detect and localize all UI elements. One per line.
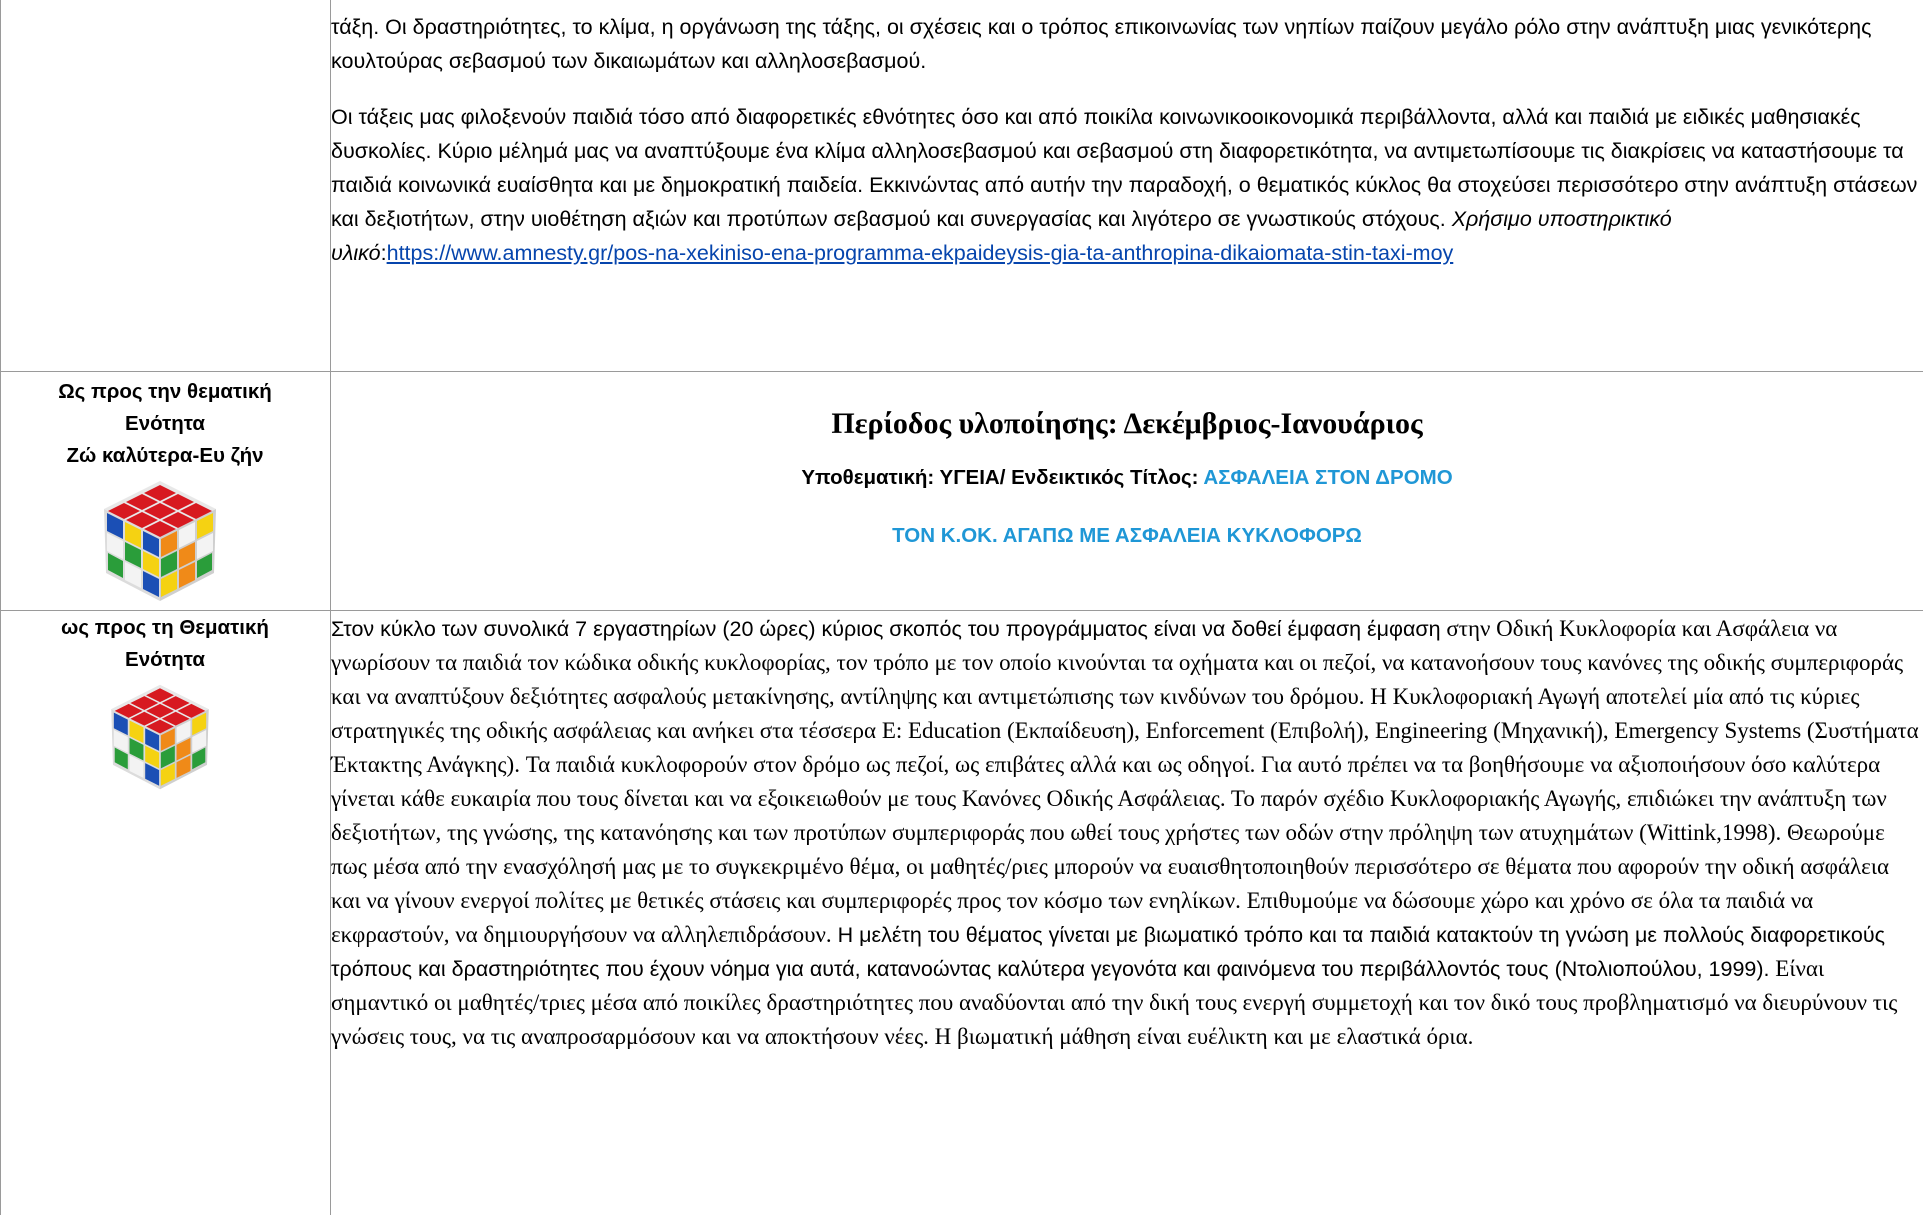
support-separator: : [380,241,387,265]
traffic-education-cell [331,612,1923,1054]
label-line: ως προς τη Θεματική [61,616,269,639]
slogan-line: ΤΟΝ Κ.ΟΚ. ΑΓΑΠΩ ΜΕ ΑΣΦΑΛΕΙΑ ΚΥΚΛΟΦΟΡΩ [892,524,1362,547]
label-line: Ενότητα [125,412,205,435]
intro-cell [331,10,1923,270]
diversity-paragraph [331,100,1923,270]
implementation-period-heading: Περίοδος υλοποίησης: Δεκέμβριος-Ιανουάριος [831,407,1423,440]
table-row-divider [0,371,1923,372]
diversity-text: Οι τάξεις μας φιλοξενούν παιδιά τόσο από διαφορετικές εθνότητες όσο και από ποικίλα κοινωνικοοικονομικά περιβάλλοντα, αλλά και παιδιά με ειδικές μαθησιακές δυσκολίες. Κύριο μέλημά μας να αναπτύξουμε ένα κλίμα αλληλοσεβασμού και σεβασμού στη διαφορετικότητα, να αντιμετωπίσουμε τις διακρίσεις να καταστήσουμε τα παιδιά κοινωνικά ευαίσθητα και με δημοκρατική παιδεία. Εκκινώντας από αυτήν την παραδοχή, ο θεματικός κύκλος θα στοχεύσει περισσότερο στην ανάπτυξη στάσεων και δεξιοτήτων, στην υιοθέτηση αξιών και προτύπων σεβασμού και συνεργασίας και λιγότερο σε γνωστικούς στόχους. [331,105,1918,231]
sub-theme-prefix: Υποθεματική: ΥΓΕΙΑ/ Ενδεικτικός Τίτλος: [801,466,1199,489]
period-section [331,396,1923,552]
label-line: Ζώ καλύτερα-Ευ ζήν [66,444,264,467]
amnesty-resource-link[interactable]: https://www.amnesty.gr/pos-na-xekiniso-ena-programma-ekpaideysis-gia-ta-anthropina-dikaiomata-stin-taxi-moy [386,241,1454,265]
label-line: Ενότητα [125,648,205,671]
paragraph-segment: στην Οδική Κυκλοφορία και Ασφάλεια να γνωρίσουν τα παιδιά τον κώδικα οδικής κυκλοφορίας, τον τρόπο με τον οποίο κινούνται τα οχήματα και οι πεζοί, να κατανοήσουν τους κανόνες της οδικής συμπεριφοράς και να αναπτύξουν δεξιότητες ασφαλούς μετακίνησης, αντίληψης και αντιμετώπισης των κινδύνων του δρόμου. Η Κυκλοφοριακή Αγωγή αποτελεί μία από τις κύριες στρατηγικές της οδικής ασφάλειας και ανήκει στα τέσσερα Ε: Education (Εκπαίδευση), Enforcement (Επιβολή), Engineering (Μηχανική), Emergency Systems (Συστήματα Έκτακτης Ανάγκης). Τα παιδιά κυκλοφορούν στον δρόμο ως πεζοί, ως επιβάτες αλλά και ως οδηγοί. Για αυτό πρέπει να τα βοηθήσουμε να αξιοποιήσουν όσο καλύτερα γίνεται κάθε ευκαιρία που τους δίνεται και να εξοικειωθούν με τους Κανόνες Οδικής Ασφάλειας. Το παρόν σχέδιο Κυκλοφοριακής Αγωγής, επιδιώκει την ανάπτυξη των δεξιοτήτων, της γνώσης, της κατανόησης και των προτύπων συμπεριφοράς που ωθεί τους χρήστες των οδών στην πρόληψη των ατυχημάτων (Wittink,1998). Θεωρούμε πως μέσα από την ενασχόλησή μας με το συγκεκριμένο θέμα, οι μαθητές/ριες μπορούν να ευαισθητοποιηθούν περισσότερο σε θέματα που αφορούν την οδική ασφάλεια και να γίνουν ενεργοί πολίτες με θετικές στάσεις και συμπεριφορές προς τον κόσμο των ενηλίκων. Επιθυμούμε να δώσουμε χώρο και χρόνο σε όλα τα παιδιά να εκφραστούν, να δημιουργήσουν να αλληλεπιδράσουν. [331,616,1919,947]
intro-paragraph: τάξη. Οι δραστηριότητες, το κλίμα, η οργάνωση της τάξης, οι σχέσεις και ο τρόπος επικοινωνίας των νηπίων παίζουν μεγάλο ρόλο στην ανάπτυξη μιας γενικότερης κουλτούρας σεβασμού των δικαιωμάτων και αλληλοσεβασμού. [331,15,1872,73]
table-row-divider [0,610,1923,611]
sub-theme-line [331,462,1923,494]
paragraph-segment: Η μελέτη του θέματος γίνεται με βιωματικό τρόπο και τα παιδιά κατακτούν τη γνώση με πολλούς διαφορετικούς τρόπους και δραστηριότητες που έχουν νόημα για αυτά, κατανοώντας καλύτερα γεγονότα και φαινόμενα του περιβάλλοντός τους (Ντολιοπούλου, 1999). [331,923,1885,981]
support-material-label: Χρήσιμο υποστηρικτικό υλικό [331,207,1672,265]
paragraph-segment: Στον κύκλο των συνολικά 7 εργαστηρίων (20 ώρες) κύριος σκοπός του προγράμματος είναι να δοθεί έμφαση έμφαση [331,617,1441,641]
paragraph-segment: Είναι σημαντικό οι μαθητές/τριες μέσα από ποικίλες δραστηριότητες που αναδύονται από την δική τους ενεργή συμμετοχή και τον δικό τους προβληματισμό να διευρύνουν τις γνώσεις τους, να τις αναπροσαρμόσουν και να αποκτήσουν νέες. Η βιωματική μάθηση είναι ευέλικτη και με ελαστικά όρια. [331,956,1898,1049]
thematic-unit-label [0,376,330,472]
table-border-left [0,0,1,1215]
rubik-cube-icon [106,681,214,793]
traffic-education-paragraph [331,612,1923,1054]
thematic-unit-label-2 [0,612,330,676]
sub-theme-title: ΑΣΦΑΛΕΙΑ ΣΤΟΝ ΔΡΟΜΟ [1203,466,1453,489]
label-line: Ως προς την θεματική [58,380,272,403]
rubik-cube-icon [98,477,222,605]
